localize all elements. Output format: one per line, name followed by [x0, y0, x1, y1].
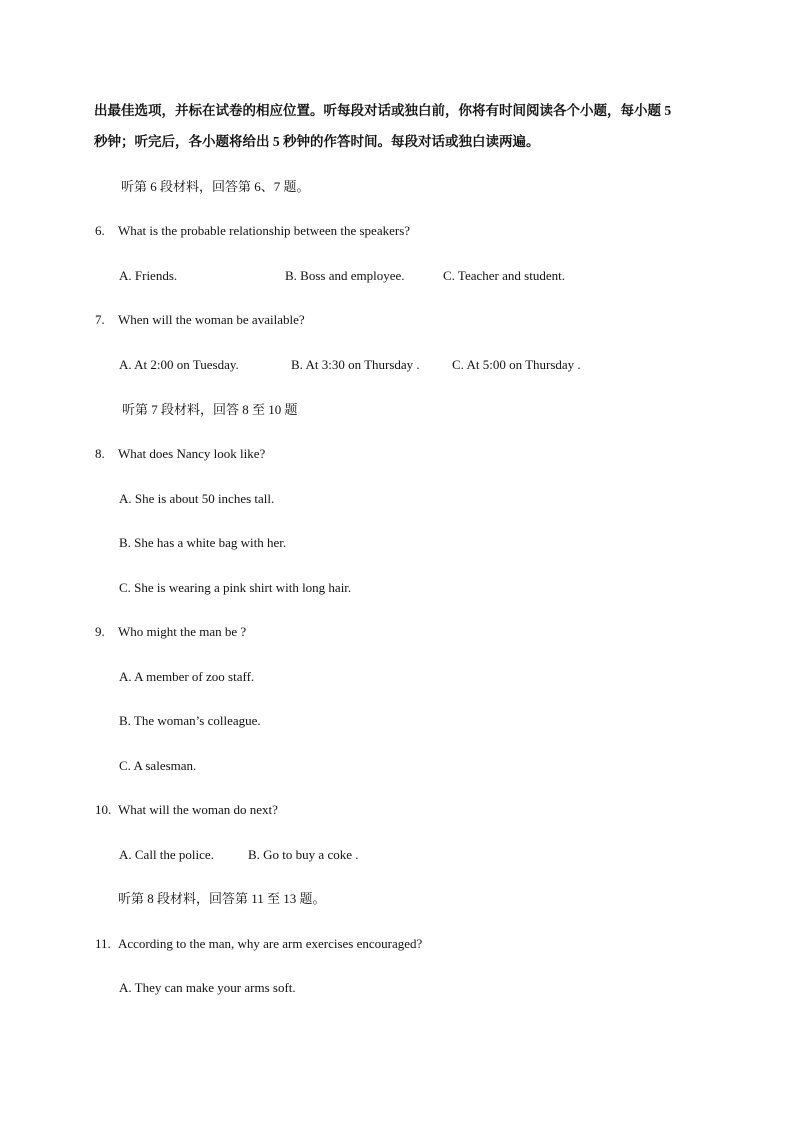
question-row — [95, 312, 305, 328]
question-row — [95, 624, 246, 640]
question-row — [95, 223, 410, 239]
instructions-line-2: 秒钟；听完后，各小题将给出 5 秒钟的作答时间。每段对话或独白读两遍。 — [94, 134, 540, 149]
option-b: B. Go to buy a coke . — [248, 847, 359, 862]
question-number: 6. — [95, 223, 105, 238]
question-text: What will the woman do next? — [118, 802, 278, 817]
option-a: A. Friends. — [119, 268, 178, 283]
question-text: What does Nancy look like? — [118, 446, 266, 461]
question-text: According to the man, why are arm exercises encouraged? — [118, 936, 423, 951]
question-row — [95, 446, 265, 462]
option-b: B. At 3:30 on Thursday . — [291, 357, 420, 372]
section-heading: 听第 6 段材料，回答第 6、7 题。 — [121, 179, 310, 194]
option-a: A. A member of zoo staff. — [119, 669, 255, 684]
option-c: C. Teacher and student. — [443, 268, 565, 283]
question-number: 11. — [95, 936, 111, 951]
option-c: C. A salesman. — [119, 758, 197, 773]
option-a: A. Call the police. — [119, 847, 214, 862]
option-c: C. She is wearing a pink shirt with long hair. — [119, 580, 352, 595]
instructions-line-1: 出最佳选项，并标在试卷的相应位置。听每段对话或独白前，你将有时间阅读各个小题，每小题 5 — [94, 103, 672, 118]
option-a: A. They can make your arms soft. — [119, 980, 296, 995]
question-text: What is the probable relationship between the speakers? — [118, 223, 411, 238]
section-heading: 听第 7 段材料，回答 8 至 10 题 — [122, 402, 298, 417]
option-b: B. Boss and employee. — [285, 268, 405, 283]
question-number: 10. — [95, 802, 112, 817]
section-heading: 听第 8 段材料，回答第 11 至 13 题。 — [118, 891, 326, 906]
option-a: A. She is about 50 inches tall. — [119, 491, 275, 506]
question-number: 9. — [95, 624, 105, 639]
question-row — [95, 802, 278, 818]
option-c: C. At 5:00 on Thursday . — [452, 357, 581, 372]
question-number: 7. — [95, 312, 105, 327]
question-text: When will the woman be available? — [118, 312, 305, 327]
question-text: Who might the man be ? — [118, 624, 247, 639]
question-number: 8. — [95, 446, 105, 461]
question-row — [95, 936, 422, 952]
option-b: B. She has a white bag with her. — [119, 535, 287, 550]
option-a: A. At 2:00 on Tuesday. — [119, 357, 239, 372]
option-b: B. The woman’s colleague. — [119, 713, 261, 728]
